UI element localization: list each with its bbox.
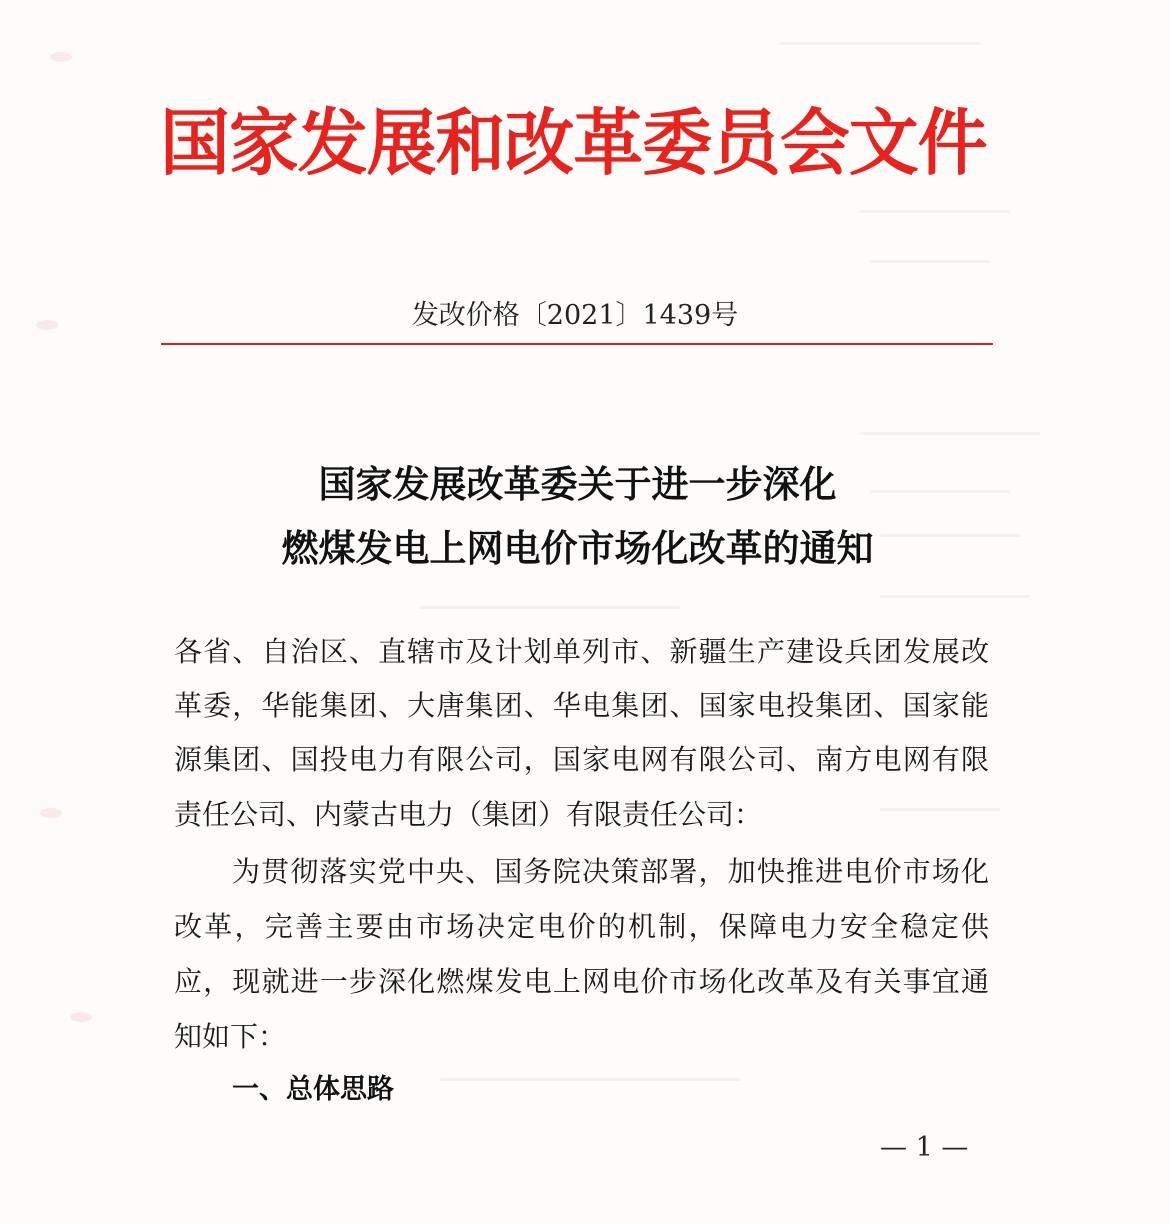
- section-heading: 一、总体思路: [232, 1074, 394, 1105]
- recipients-line-1: 各省、自治区、直辖市及计划单列市、新疆生产建设兵团发展改: [174, 635, 989, 668]
- recipients-line-3: 源集团、国投电力有限公司，国家电网有限公司、南方电网有限: [174, 743, 989, 776]
- page-number: — 1 —: [880, 1132, 969, 1163]
- intro-line-3: 应，现就进一步深化燃煤发电上网电价市场化改革及有关事宜通: [174, 965, 989, 998]
- intro-line-2: 改革，完善主要由市场决定电价的机制，保障电力安全稳定供: [174, 910, 989, 943]
- recipients-line-4: 责任公司、内蒙古电力（集团）有限责任公司：: [174, 798, 763, 831]
- masthead-red-rule: [161, 343, 993, 345]
- recipients-line-2: 革委，华能集团、大唐集团、华电集团、国家电投集团、国家能: [174, 689, 989, 722]
- document-title-line-1: 国家发展改革委关于进一步深化: [318, 462, 837, 506]
- document-number: 发改价格〔2021〕1439号: [411, 300, 739, 331]
- document-title-line-2: 燃煤发电上网电价市场化改革的通知: [281, 526, 874, 570]
- intro-line-4: 知如下：: [174, 1020, 287, 1053]
- intro-line-1: 为贯彻落实党中央、国务院决策部署，加快推进电价市场化: [232, 855, 989, 888]
- masthead: 国家发展和改革委员会文件: [160, 101, 987, 185]
